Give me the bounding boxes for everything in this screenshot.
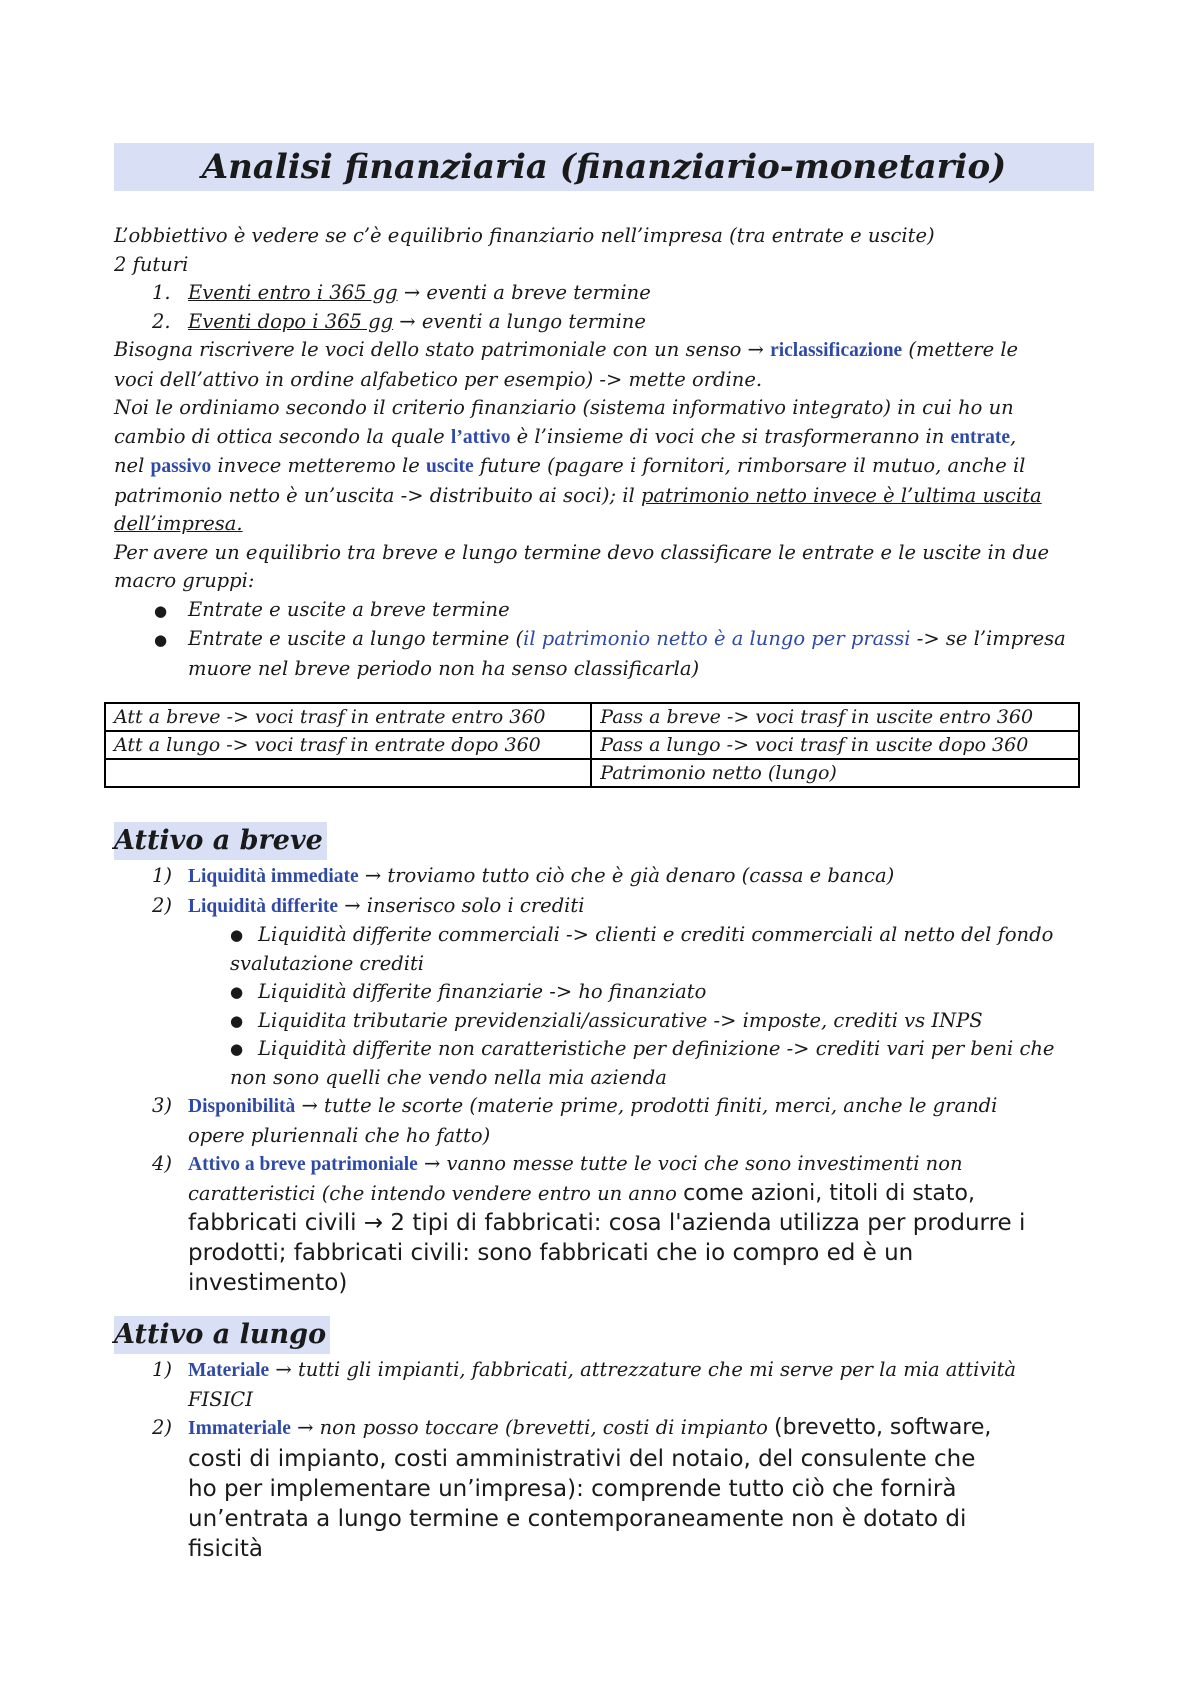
text: Eventi entro i 365 gg — [188, 281, 398, 304]
list-item — [114, 892, 1104, 922]
item-number: 1) — [152, 1358, 173, 1381]
text: Entrate e uscite a breve termine — [188, 597, 510, 621]
list-item-cont — [114, 1386, 1104, 1415]
text: opere pluriennali che ho fatto) — [188, 1123, 491, 1147]
intro-line — [114, 251, 1094, 280]
item-number: 2) — [152, 1416, 173, 1439]
table-row — [105, 703, 1079, 731]
classification-table — [104, 702, 1080, 788]
intro-line — [114, 394, 1094, 423]
text: → inserisco solo i crediti — [338, 893, 585, 917]
text: un’entrata a lungo termine e contemporaneamente non è dotato di — [188, 1505, 967, 1532]
text: Eventi dopo i 365 gg — [188, 309, 394, 333]
table-cell: Pass a lungo -> voci trasf in uscite dopo 360 — [591, 731, 1079, 759]
bullet-icon: ● — [230, 1040, 244, 1058]
keyword: Disponibilità — [188, 1096, 296, 1117]
text: come azioni, titoli di stato, — [683, 1180, 975, 1206]
text: → eventi a breve termine — [397, 281, 651, 304]
text: macro gruppi: — [114, 569, 255, 592]
text: (brevetto, software, — [774, 1415, 992, 1440]
bullet-icon: ● — [230, 1011, 244, 1030]
text: , — [1010, 424, 1017, 448]
section-heading-attivo-lungo: Attivo a lungo — [114, 1316, 330, 1354]
list-item-cont — [114, 1444, 1104, 1474]
list-item-cont — [114, 1534, 1104, 1564]
text: invece metteremo le — [211, 454, 426, 477]
bullet-item — [114, 625, 1094, 655]
table-cell: Att a breve -> voci trasf in entrate entro 360 — [105, 703, 591, 731]
text: Liquidita tributarie previdenziali/assicurative -> imposte, crediti vs INPS — [258, 1008, 983, 1032]
intro-line — [114, 482, 1094, 511]
bullet-item — [114, 596, 1094, 626]
text: nel — [114, 454, 151, 477]
keyword: Immateriale — [188, 1418, 291, 1439]
text: Bisogna riscrivere le voci dello stato patrimoniale con un senso → — [114, 338, 771, 361]
text: 2 futuri — [114, 252, 189, 276]
text: → tutti gli impianti, fabbricati, attrezzature che mi serve per la mia attività — [269, 1358, 1017, 1381]
item-number: 4) — [152, 1152, 173, 1175]
text: L’obbiettivo è vedere se c’è equilibrio finanziario nell’impresa (tra entrate e uscite) — [114, 224, 935, 247]
intro-line — [114, 423, 1094, 453]
item-number: 2) — [152, 893, 173, 917]
text: → non posso toccare (brevetti, costi di impianto — [290, 1416, 775, 1439]
sub-bullet-item — [114, 978, 1104, 1007]
keyword: l’attivo — [450, 426, 511, 448]
section-heading-attivo-breve: Attivo a breve — [114, 822, 327, 860]
attivo-breve-list — [114, 862, 1104, 1298]
bullet-icon: ● — [230, 926, 244, 944]
keyword: il patrimonio netto è a lungo per prassi — [523, 627, 911, 650]
sub-bullet-cont — [114, 950, 1104, 979]
attivo-lungo-list — [114, 1356, 1104, 1564]
text: ho per implementare un’impresa): comprende tutto ciò che fornirà — [188, 1475, 957, 1502]
list-item — [114, 1092, 1104, 1122]
keyword: Liquidità differite — [188, 895, 339, 917]
intro-section — [114, 222, 1094, 683]
table-cell: Pass a breve -> voci trasf in uscite entro 360 — [591, 703, 1079, 731]
intro-line — [114, 567, 1094, 596]
text: svalutazione crediti — [230, 951, 425, 975]
text: caratteristici (che intendo vendere entro un anno — [188, 1181, 684, 1205]
text: Entrate e uscite a lungo termine ( — [188, 627, 524, 650]
bullet-icon: ● — [230, 983, 244, 1001]
text: non sono quelli che vendo nella mia azienda — [230, 1065, 667, 1089]
keyword: Attivo a breve patrimoniale — [188, 1154, 418, 1175]
intro-line — [114, 510, 1094, 539]
list-item-cont — [114, 1238, 1104, 1268]
list-item-cont — [114, 1268, 1104, 1298]
numbered-item — [114, 279, 1094, 308]
text: costi di impianto, costi amministrativi del notaio, del consulente che — [188, 1445, 976, 1472]
text: Per avere un equilibrio tra breve e lungo termine devo classificare le entrate e le uscite in due — [114, 540, 1050, 564]
text: Noi le ordiniamo secondo il criterio finanziario (sistema informativo integrato) in cui ho un — [114, 396, 1014, 419]
intro-line — [114, 452, 1094, 482]
list-item-cont — [114, 1208, 1104, 1238]
table-cell: Patrimonio netto (lungo) — [591, 759, 1079, 787]
list-item-cont — [114, 1122, 1104, 1151]
table-cell: Att a lungo -> voci trasf in entrate dopo 360 — [105, 731, 591, 759]
text: prodotti; fabbricati civili: sono fabbricati che io compro ed è un — [188, 1240, 914, 1266]
intro-line — [114, 539, 1094, 568]
table-row — [105, 759, 1079, 787]
text: -> se l’impresa — [910, 627, 1066, 650]
list-item — [114, 862, 1104, 892]
sub-bullet-item — [114, 1007, 1104, 1036]
list-item-cont — [114, 1504, 1104, 1534]
bullet-icon: ● — [154, 601, 168, 620]
text: dell’impresa. — [114, 512, 243, 535]
item-number: 3) — [152, 1094, 173, 1117]
text: Liquidità differite commerciali -> clienti e crediti commerciali al netto del fondo — [258, 923, 1054, 946]
list-item — [114, 1150, 1104, 1180]
text: → vanno messe tutte le voci che sono investimenti non — [417, 1152, 963, 1175]
text: patrimonio netto invece è l’ultima uscita — [640, 483, 1042, 507]
table-cell — [105, 759, 591, 787]
text: → tutte le scorte (materie prime, prodotti finiti, merci, anche le grandi — [295, 1094, 998, 1117]
text: FISICI — [188, 1387, 253, 1411]
sub-bullet-item — [114, 1035, 1104, 1064]
text: investimento) — [188, 1270, 348, 1296]
intro-line — [114, 336, 1094, 366]
table-row — [105, 731, 1079, 759]
sub-bullet-cont — [114, 1064, 1104, 1093]
list-item — [114, 1414, 1104, 1444]
text: (mettere le — [902, 338, 1019, 361]
item-number: 2. — [152, 309, 171, 333]
intro-line — [114, 222, 1094, 251]
keyword: Liquidità immediate — [188, 866, 359, 887]
text: Liquidità differite finanziarie -> ho finanziato — [258, 980, 707, 1003]
keyword: passivo — [150, 456, 212, 477]
bullet-item-cont — [114, 655, 1094, 684]
keyword: entrate — [950, 426, 1011, 448]
text: → eventi a lungo termine — [393, 309, 646, 333]
text: cambio di ottica secondo la quale — [114, 424, 451, 448]
page-title: Analisi finanziaria (finanziario-monetario) — [114, 143, 1094, 191]
keyword: uscite — [425, 456, 474, 477]
text: Liquidità differite non caratteristiche per definizione -> crediti vari per beni che — [258, 1037, 1055, 1060]
bullet-icon: ● — [154, 631, 168, 649]
intro-line — [114, 366, 1094, 395]
keyword: riclassificazione — [770, 340, 903, 361]
item-number: 1) — [152, 864, 173, 887]
text: fabbricati civili → 2 tipi di fabbricati: cosa l'azienda utilizza per produrre i — [188, 1210, 1026, 1236]
sub-bullet-item — [114, 921, 1104, 950]
text: fisicità — [188, 1535, 264, 1562]
list-item-cont — [114, 1474, 1104, 1504]
item-number: 1. — [152, 281, 171, 304]
text: patrimonio netto è un’uscita -> distribuito ai soci); il — [114, 483, 641, 507]
list-item — [114, 1356, 1104, 1386]
text: voci dell’attivo in ordine alfabetico per esempio) -> mette ordine. — [114, 367, 763, 391]
list-item-cont — [114, 1180, 1104, 1209]
text: future (pagare i fornitori, rimborsare il mutuo, anche il — [473, 454, 1026, 477]
text: muore nel breve periodo non ha senso classificarla) — [188, 656, 700, 680]
numbered-item — [114, 308, 1094, 337]
text: → troviamo tutto ciò che è già denaro (cassa e banca) — [358, 864, 895, 887]
keyword: Materiale — [188, 1360, 270, 1381]
text: è l’insieme di voci che si trasformeranno in — [510, 424, 951, 448]
